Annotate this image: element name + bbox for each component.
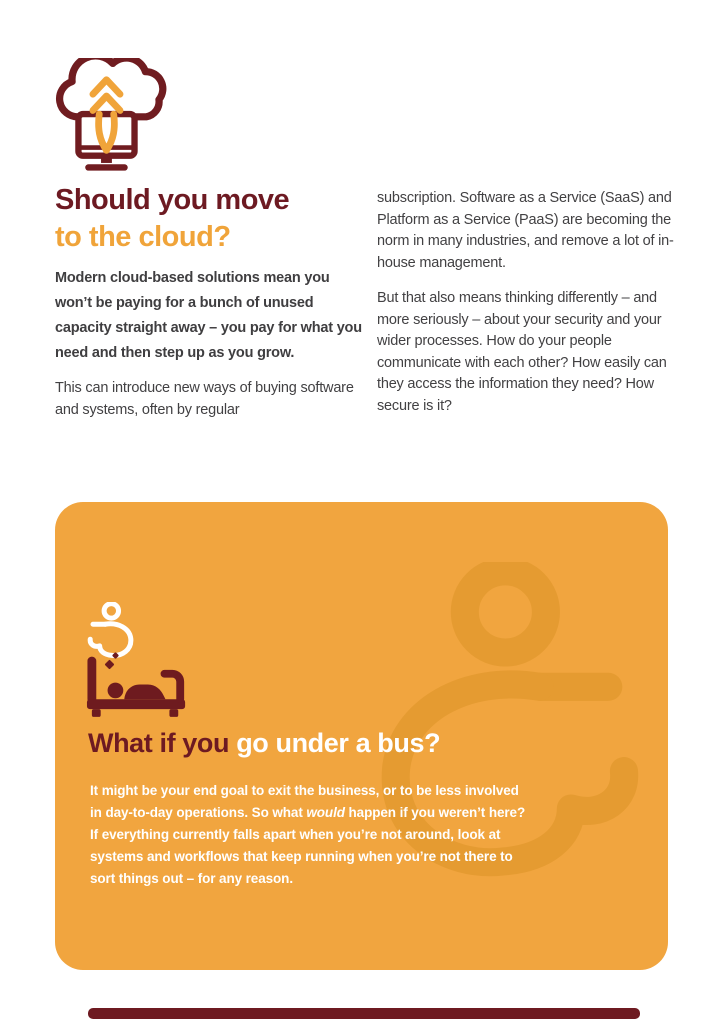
left-column-paragraph: This can introduce new ways of buying software and systems, often by regular bbox=[55, 380, 354, 418]
card-title bbox=[88, 728, 440, 759]
card-body-text-1: It might be your end goal to exit the business, or to be less involved in day-to-day operations. So what bbox=[90, 783, 519, 820]
next-card-edge-bar bbox=[88, 1008, 640, 1019]
card-body-italic: would bbox=[306, 805, 345, 820]
right-column bbox=[377, 188, 677, 431]
page-title bbox=[55, 182, 289, 256]
sleeping-person-bed-icon bbox=[85, 656, 191, 717]
feature-card bbox=[55, 502, 668, 970]
cloud-upload-monitor-icon bbox=[52, 58, 170, 172]
right-column-paragraph-2: But that also means thinking differently – and more seriously – about your security and your wider processes. How do your people communicate with each other? How easily can they access the information they need? How secure is it? bbox=[377, 290, 667, 414]
card-body-text-2: happen if you weren’t here? If everything currently falls apart when you’re not around, look at systems and workflows that keep running when you’re not there to sort things out – for any reason. bbox=[90, 805, 526, 886]
right-column-paragraph-1: subscription. Software as a Service (SaaS) and Platform as a Service (PaaS) are becoming the norm in many industries, and remove a lot of in-house management. bbox=[377, 190, 674, 271]
card-title-maroon: What if you bbox=[88, 728, 237, 758]
lead-paragraph: Modern cloud-based solutions mean you won’t be paying for a bunch of unused capacity straight away – you pay for what you need and then step up as you grow. bbox=[55, 270, 362, 361]
page-title-line1: Should you move bbox=[55, 184, 290, 216]
card-title-white: go under a bus? bbox=[236, 728, 441, 758]
card-body bbox=[90, 780, 526, 890]
page-title-line2: to the cloud? bbox=[55, 221, 231, 253]
